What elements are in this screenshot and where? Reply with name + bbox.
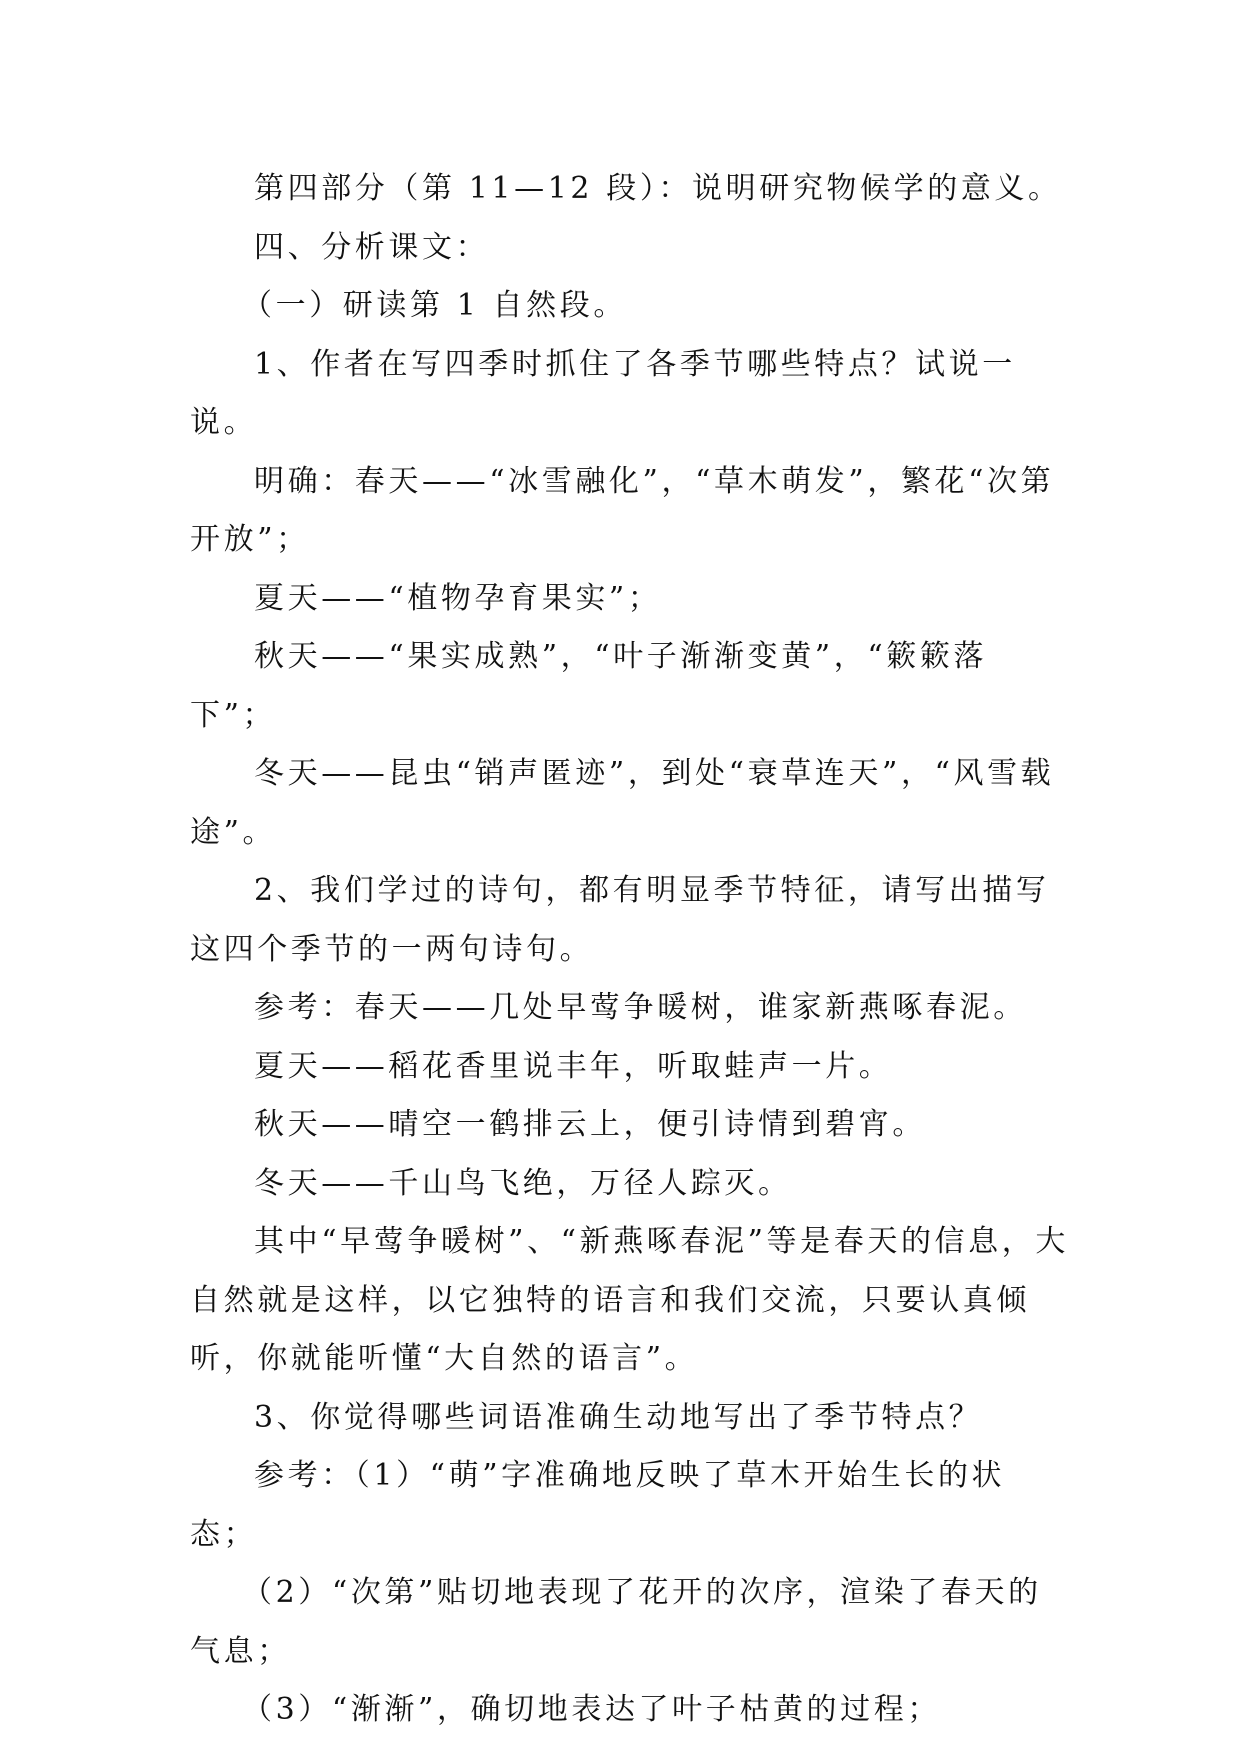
poem-autumn: 秋天——晴空一鹤排云上，便引诗情到碧宵。 [254, 1107, 926, 1142]
heading-section-one: （一）研读第 1 自然段。 [242, 288, 627, 323]
answer-summer: 夏天——“植物孕育果实”； [254, 580, 662, 616]
poem-winter: 冬天——千山鸟飞绝，万径人踪灭。 [254, 1165, 792, 1201]
poem-spring: 参考：春天——几处早莺争暖树，谁家新燕啄春泥。 [254, 990, 1027, 1025]
answer-spring: 明确：春天——“冰雪融化”，“草木萌发”，繁花“次第开放”； [190, 463, 1055, 557]
poem-summer: 夏天——稻花香里说丰年，听取蛙声一片。 [254, 1048, 893, 1084]
heading-analyze-text: 四、分析课文： [254, 229, 490, 265]
question-three: 3、你觉得哪些词语准确生动地写出了季节特点？ [254, 1399, 983, 1435]
document-body [190, 160, 1070, 1740]
question-one: 1、作者在写四季时抓住了各季节哪些特点？试说一说。 [190, 346, 1016, 440]
reference-three: （3）“渐渐”，确切地表达了叶子枯黄的过程； [242, 1692, 941, 1727]
question-two: 2、我们学过的诗句，都有明显季节特征，请写出描写这四个季节的一两句诗句。 [190, 873, 1050, 967]
reference-two: （2）“次第”贴切地表现了花开的次序，渲染了春天的气息； [190, 1575, 1042, 1669]
reference-one: 参考：（1）“萌”字准确地反映了草木开始生长的状态； [190, 1458, 1006, 1552]
answer-winter: 冬天——昆虫“销声匿迹”，到处“衰草连天”，“风雪载途”。 [190, 756, 1055, 850]
paragraph-nature-language: 其中“早莺争暖树”、“新燕啄春泥”等是春天的信息，大自然就是这样，以它独特的语言和我们交流，只要认真倾听，你就能听懂“大自然的语言”。 [190, 1224, 1069, 1376]
answer-autumn: 秋天——“果实成熟”，“叶子渐渐变黄”，“簌簌落下”； [190, 639, 988, 733]
paragraph-part-four: 第四部分（第 11—12 段）：说明研究物候学的意义。 [254, 171, 1062, 206]
